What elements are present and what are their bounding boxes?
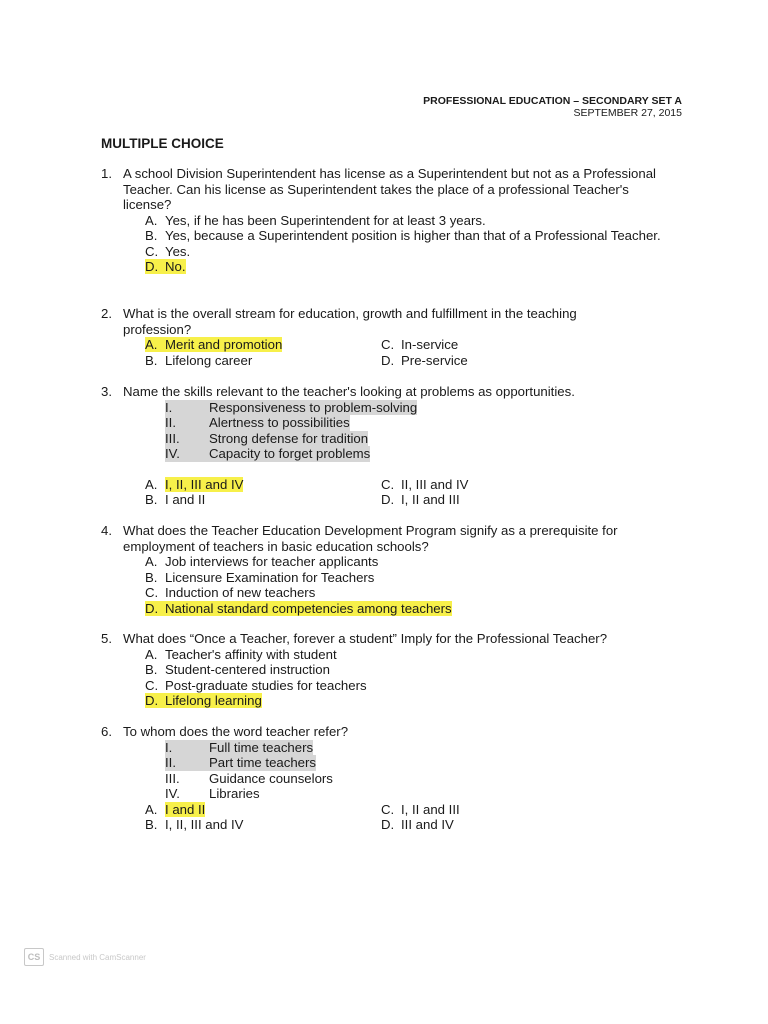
watermark-text: Scanned with CamScanner — [49, 952, 146, 962]
option-b: B. I and II — [145, 492, 206, 507]
question-number: 5. — [101, 631, 112, 646]
question-6 — [101, 724, 681, 833]
option-row — [145, 817, 681, 833]
option-b: B. I, II, III and IV — [145, 817, 244, 832]
roman-item: IV. Libraries — [165, 786, 260, 801]
option-d: D. Pre-service — [381, 352, 468, 368]
option-a-letter: A. — [145, 801, 158, 817]
header-date: SEPTEMBER 27, 2015 — [573, 107, 682, 119]
option-d-answer: D. No. — [145, 259, 186, 274]
option-row — [145, 477, 681, 493]
roman-item: III. Strong defense for tradition — [165, 430, 369, 446]
question-2 — [101, 306, 681, 368]
option-a-letter: A. — [145, 476, 158, 492]
option-c: C. Induction of new teachers — [145, 585, 316, 600]
roman-item: II. Part time teachers — [165, 755, 317, 770]
section-title: MULTIPLE CHOICE — [101, 136, 224, 151]
question-stem: To whom does the word teacher refer? — [123, 724, 349, 739]
document-header — [423, 95, 682, 119]
option-d: D. I, II and III — [381, 492, 460, 507]
option-b: B. Yes, because a Superintendent position is higher than that of a Professional Teacher. — [145, 228, 661, 243]
question-4 — [101, 523, 681, 616]
question-stem: Name the skills relevant to the teacher's looking at problems as opportunities. — [123, 384, 575, 399]
option-b: B. Student-centered instruction — [145, 662, 330, 677]
question-number: 1. — [101, 166, 112, 181]
question-5 — [101, 631, 681, 709]
question-stem: What does the Teacher Education Development Program signify as a prerequisite for employment of teachers in basic education schools? — [123, 523, 618, 554]
option-c: C. II, III and IV — [381, 476, 469, 492]
roman-item: III. Guidance counselors — [165, 770, 333, 786]
option-d-answer: D. Lifelong learning — [145, 693, 262, 708]
question-number: 4. — [101, 523, 112, 538]
question-1 — [101, 166, 681, 275]
option-row — [145, 802, 681, 818]
option-c: C. Yes. — [145, 243, 191, 259]
option-c: C. In-service — [381, 337, 459, 352]
option-a-answer: I, II, III and IV — [165, 476, 244, 492]
question-number: 3. — [101, 384, 112, 399]
option-a: A. Yes, if he has been Superintendent for at least 3 years. — [145, 212, 486, 228]
roman-item: II. Alertness to possibilities — [165, 415, 350, 430]
header-title: PROFESSIONAL EDUCATION – SECONDARY SET A — [423, 95, 682, 107]
roman-item: I. Responsiveness to problem-solving — [165, 399, 418, 415]
option-b: B. Lifelong career — [145, 352, 253, 368]
camscanner-watermark — [24, 948, 146, 966]
option-d-answer: D. National standard competencies among teachers — [145, 600, 452, 616]
question-number: 6. — [101, 724, 112, 739]
option-a: A. Job interviews for teacher applicants — [145, 554, 379, 569]
question-stem: What does “Once a Teacher, forever a student” Imply for the Professional Teacher? — [123, 631, 608, 646]
camscanner-logo-icon: CS — [24, 948, 44, 966]
option-row — [145, 353, 681, 369]
roman-item: I. Full time teachers — [165, 739, 314, 755]
option-a-answer: I and II — [165, 801, 206, 817]
option-b: B. Licensure Examination for Teachers — [145, 569, 375, 585]
option-c: C. Post-graduate studies for teachers — [145, 677, 367, 693]
option-row — [145, 337, 681, 353]
option-row — [145, 492, 681, 508]
question-stem: What is the overall stream for education, growth and fulfillment in the teaching profession? — [123, 306, 577, 337]
option-c: C. I, II and III — [381, 801, 460, 817]
question-number: 2. — [101, 306, 112, 321]
option-a-answer: A. Merit and promotion — [145, 337, 283, 352]
option-a: A. Teacher's affinity with student — [145, 646, 337, 662]
option-d: D. III and IV — [381, 817, 454, 832]
roman-item: IV. Capacity to forget problems — [165, 446, 371, 461]
question-3 — [101, 384, 681, 508]
question-stem: A school Division Superintendent has license as a Superintendent but not as a Professional Teacher. Can his license as Superintendent takes the place of a professional Teacher's license? — [123, 166, 656, 212]
